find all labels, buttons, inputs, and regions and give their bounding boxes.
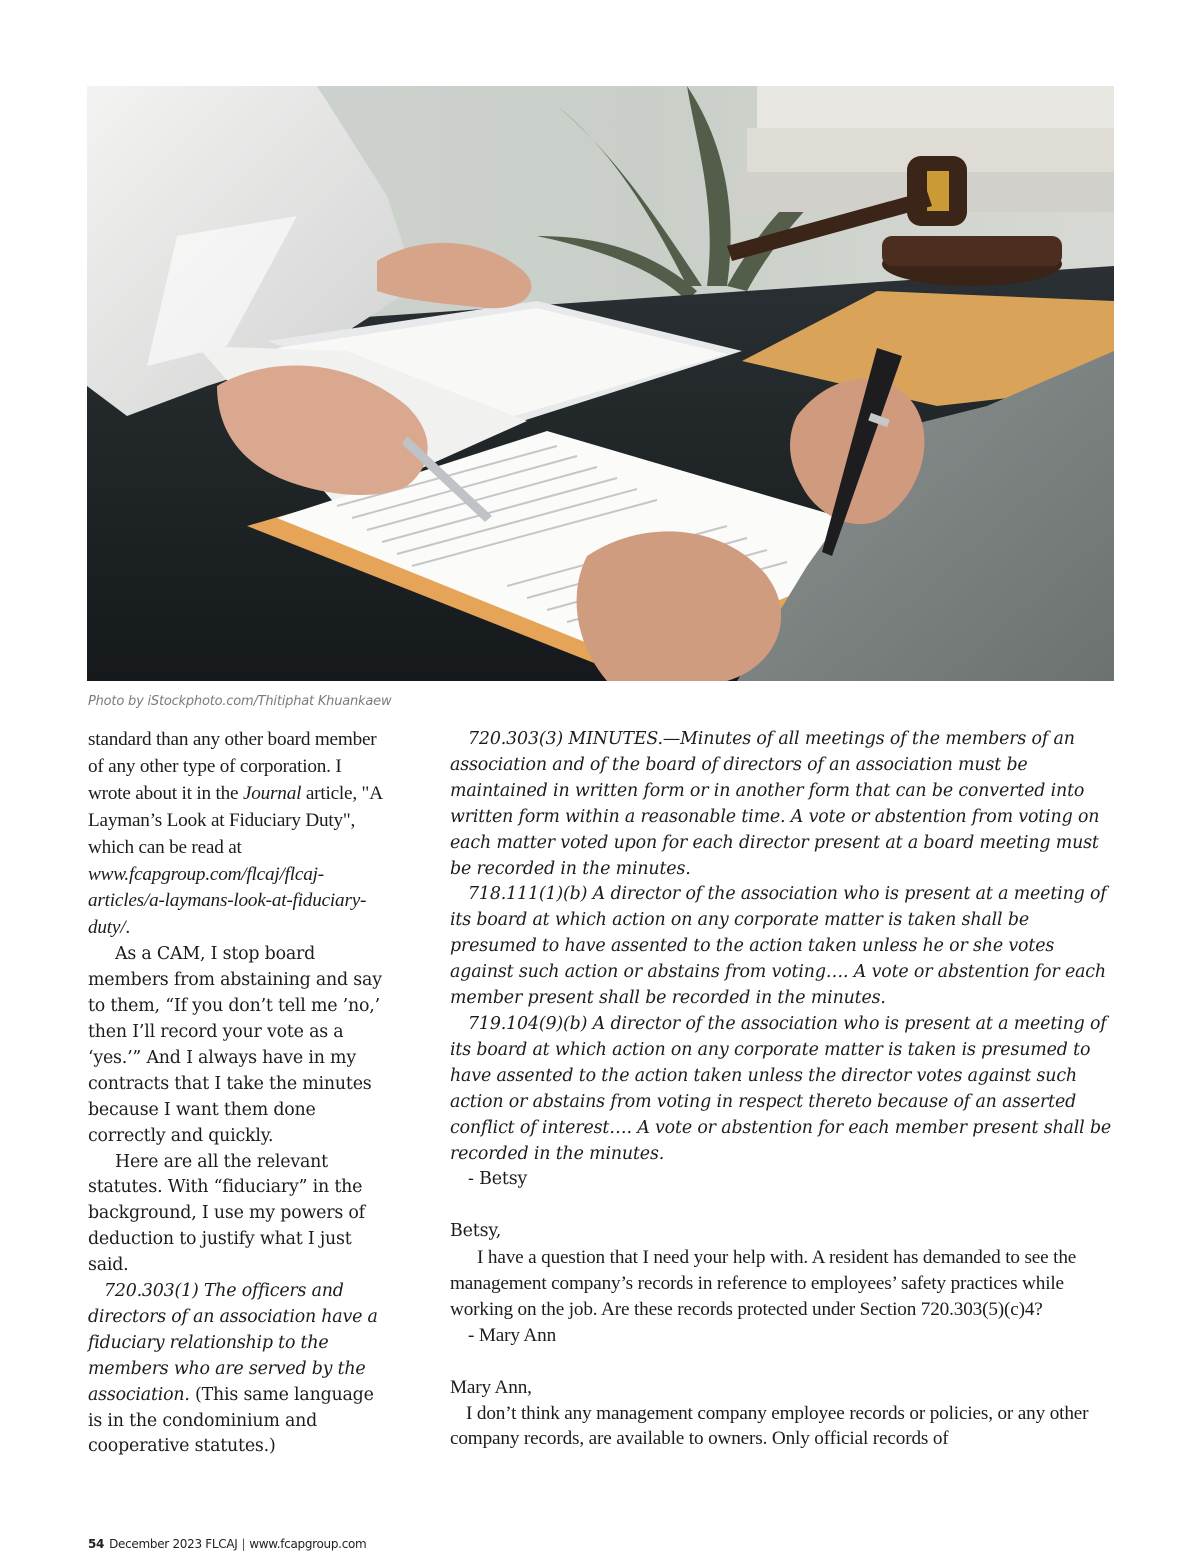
intro-text-end: .: [125, 917, 130, 939]
statute-718-111-1-b: 718.111(1)(b) A director of the association who is present at a meeting of its board at which action on any corporate matter is taken shall be presumed to have assented to the action taken unless he or she votes against such action or abstains from voting…. A vote or abstention for each member present shall be recorded in the minutes.: [450, 884, 1107, 1009]
statutes-intro-paragraph: Here are all the relevant statutes. With “fiduciary” in the background, I use my powers of deduction to justify what I just said.: [88, 1151, 365, 1276]
statute-719-104-9-b: 719.104(9)(b) A director of the association who is present at a meeting of its board at which action on any corporate matter is taken is presumed to have assented to the action taken unless the director votes against such action or abstains from voting in respect thereto because of an asserted conflict of interest…. A vote or abstention for each member present shall be recorded in the minutes.: [450, 1013, 1112, 1164]
question-paragraph: I have a question that I need your help with. A resident has demanded to see the management company’s records in reference to employees’ safety practices while working on the job. Are these records protected under Section 720.303(5)(c)4?: [450, 1247, 1077, 1320]
signature-betsy: - Betsy: [468, 1169, 528, 1190]
intro-text-start: standard than any other board member of any other type of corporation. I wrote about it in the: [88, 729, 377, 804]
page-footer: [88, 1537, 366, 1551]
photo-illustration: [87, 86, 1114, 681]
cam-paragraph: As a CAM, I stop board members from abstaining and say to them, “If you don’t tell me ’no,’ then I’ll record your vote as a ‘yes.’” And I always have in my contracts that I take the minutes because I want them done correctly and quickly.: [88, 944, 382, 1146]
signature-mary-ann: - Mary Ann: [468, 1324, 557, 1346]
statute-720-303-1: [88, 1279, 388, 1460]
intro-paragraph: [88, 727, 388, 942]
journal-title: Journal: [242, 782, 302, 804]
photo-caption: Photo by iStockphoto.com/Thitiphat Khuankaew: [88, 694, 392, 709]
hero-photo: [87, 86, 1114, 681]
intro-text-middle: article, "A Layman’s Look at Fiduciary Duty", which can be read at: [88, 782, 382, 858]
spacer: [450, 1193, 1118, 1219]
left-column: [88, 727, 388, 1460]
footer-website-link[interactable]: www.fcapgroup.com: [249, 1537, 367, 1551]
statute-720-303-3: 720.303(3) MINUTES.—Minutes of all meetings of the members of an association and of the board of directors of an association must be maintained in written form or in another form that can be converted into written form within a reasonable time. A vote or abstention from voting on each matter voted upon for each director present at a board meeting must be recorded in the minutes.: [450, 729, 1100, 879]
salutation-mary-ann: Mary Ann,: [450, 1376, 532, 1398]
spacer: [450, 1349, 1118, 1375]
issue-label: December 2023 FLCAJ: [109, 1537, 238, 1551]
page-number: 54: [88, 1537, 105, 1551]
right-column: [450, 727, 1118, 1452]
article-url-link[interactable]: www.fcapgroup.com/flcaj/flcaj-articles/a-laymans-look-at-fiduciary-duty/: [88, 863, 367, 939]
footer-separator: |: [241, 1537, 246, 1551]
answer-paragraph: I don’t think any management company employee records or policies, or any other company records, are available to owners. Only official records of: [450, 1402, 1089, 1450]
statute-720-303-1-text: 720.303(1) The officers and directors of an association have a fiduciary relationship to the members who are served by the association.: [88, 1281, 378, 1405]
statute-note: (This same language is in the condominium and cooperative statutes.): [88, 1384, 374, 1457]
salutation-betsy: Betsy,: [450, 1221, 502, 1242]
